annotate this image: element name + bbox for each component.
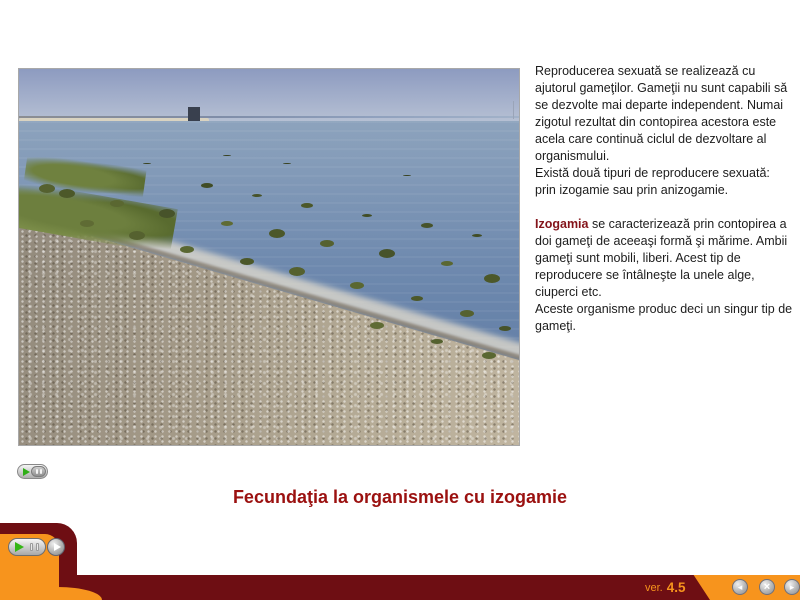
pause-icon — [36, 543, 39, 551]
version-number: 4.5 — [666, 580, 686, 595]
paragraph-3 — [535, 216, 793, 301]
distant-mast — [513, 101, 514, 119]
paragraph-2: Există două tipuri de reproducere sexuată: prin izogamie sau prin anizogamie. — [535, 166, 770, 197]
next-step-button[interactable] — [47, 538, 65, 556]
arrow-right-icon: ▸ — [789, 581, 795, 592]
arrow-left-icon: ◂ — [737, 581, 743, 592]
sky-layer — [19, 69, 519, 123]
paragraph-4: Aceste organisme produc deci un singur tip de gameţi. — [535, 302, 793, 333]
play-pause-control[interactable] — [8, 538, 46, 556]
play-icon — [23, 468, 30, 476]
pause-icon — [36, 469, 38, 474]
pause-button[interactable] — [31, 466, 46, 477]
lesson-photo — [18, 68, 520, 446]
lesson-title: Fecundaţia la organismele cu izogamie — [232, 487, 568, 507]
water-algae-clumps — [39, 184, 55, 193]
close-button[interactable] — [759, 579, 775, 595]
distant-tower — [188, 107, 200, 122]
paragraph-1: Reproducerea sexuată se realizează cu ajutorul gameţilor. Gameţii nu sunt capabili să se dezvolte mai departe independent. Numai zigotul rezultat din contopirea acestora este acela care continuă ciclul de dezvoltare al organismului. — [535, 64, 788, 163]
footer-maroon-bar — [55, 575, 710, 600]
horizon-line — [19, 116, 519, 118]
term-izogamia: Izogamia — [535, 217, 589, 231]
version-info — [645, 575, 686, 600]
version-label: ver. — [645, 581, 663, 594]
forward-button[interactable] — [784, 579, 800, 595]
pause-icon — [30, 543, 33, 551]
arrow-right-icon — [54, 543, 61, 551]
close-icon: × — [763, 580, 771, 593]
paragraph-3-text: se caracterizează prin contopirea a doi gameţi de aceeaşi formă şi mărime. Ambii gameţi sunt mobili, liberi. Acest tip de reproducere se întâlneşte la unele alge, ciuperci etc. — [535, 217, 788, 299]
mini-play-pause-control[interactable] — [17, 464, 48, 479]
pause-icon — [40, 469, 42, 474]
play-icon — [15, 542, 24, 552]
back-button[interactable] — [732, 579, 748, 595]
lesson-text — [535, 63, 793, 335]
